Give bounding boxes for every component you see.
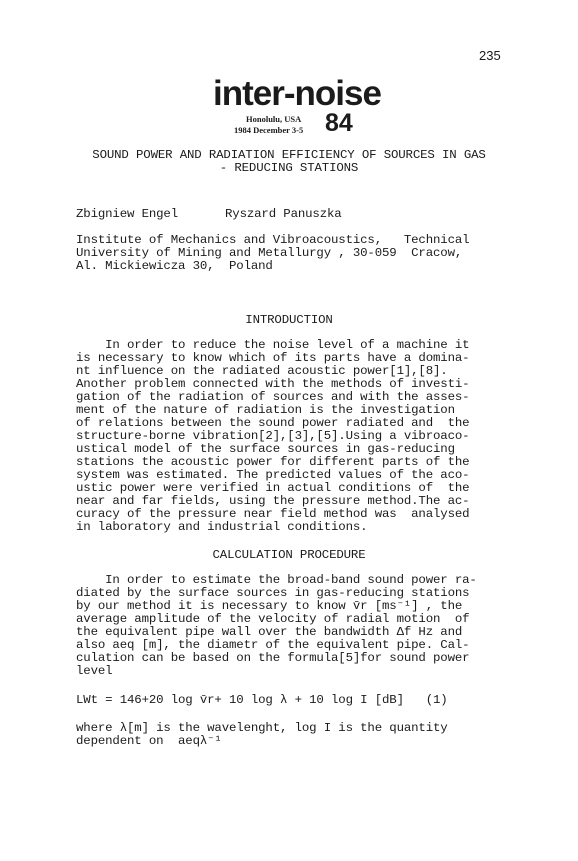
text-line: average amplitude of the velocity of radial motion of xyxy=(76,612,470,626)
affiliation-line: Al. Mickiewicza 30, Poland xyxy=(76,259,273,273)
affiliation-line: Institute of Mechanics and Vibroacoustics, Technical xyxy=(76,233,470,247)
text-line: In order to reduce the noise level of a machine it xyxy=(76,338,470,352)
section-heading-calculation: CALCULATION PROCEDURE xyxy=(212,548,366,562)
affiliation-line: University of Mining and Metallurgy , 30-059 Cracow, xyxy=(76,246,463,260)
paper-title-line-2: - REDUCING STATIONS xyxy=(219,161,359,175)
section-heading-introduction: INTRODUCTION xyxy=(245,313,333,327)
page-number: 235 xyxy=(479,48,501,63)
author-panuszka: Ryszard Panuszka xyxy=(225,207,342,221)
text-line: culation can be based on the formula[5]for sound power xyxy=(76,651,470,665)
text-line: of relations between the sound power radiated and the xyxy=(76,416,470,430)
text-line: curacy of the pressure near field method was analysed xyxy=(76,507,470,521)
text-line: gation of the radiation of sources and with the asses- xyxy=(76,390,470,404)
paper-title-line-1: SOUND POWER AND RADIATION EFFICIENCY OF SOURCES IN GAS xyxy=(92,148,486,162)
logo-year: 84 xyxy=(325,109,353,137)
text-line: structure-borne vibration[2],[3],[5].Using a vibroaco- xyxy=(76,429,470,443)
text-line: nt influence on the radiated acoustic power[1],[8]. xyxy=(76,364,448,378)
text-line: is necessary to know which of its parts have a domina- xyxy=(76,351,470,365)
text-line: ment of the nature of radiation is the investigation xyxy=(76,403,455,417)
text-line: near and far fields, using the pressure method.The ac- xyxy=(76,494,470,508)
text-line: ustic power were verified in actual conditions of the xyxy=(76,481,470,495)
text-line: in laboratory and industrial conditions. xyxy=(76,520,368,534)
text-line: the equivalent pipe wall over the bandwidth Δf Hz and xyxy=(76,625,463,639)
text-line: where λ[m] is the wavelenght, log I is the quantity xyxy=(76,721,448,735)
text-line: ustical model of the surface sources in gas-reducing xyxy=(76,442,455,456)
logo-wordmark: inter-noise xyxy=(213,74,381,113)
text-line: dependent on aeqλ⁻¹ xyxy=(76,734,222,748)
text-line: diated by the surface sources in gas-reducing stations xyxy=(76,586,470,600)
text-line: by our method it is necessary to know v̄r [ms⁻¹] , the xyxy=(76,599,463,613)
text-line: level xyxy=(76,664,113,678)
logo-date: 1984 December 3-5 xyxy=(234,125,304,135)
author-engel: Zbigniew Engel xyxy=(76,207,178,221)
logo-place: Honolulu, USA xyxy=(246,114,302,124)
equation-1: LWt = 146+20 log v̄r+ 10 log λ + 10 log I [dB] (1) xyxy=(76,693,448,707)
text-line: also aeq [m], the diametr of the equivalent pipe. Cal- xyxy=(76,638,470,652)
text-line: In order to estimate the broad-band sound power ra- xyxy=(76,573,477,587)
text-line: stations the acoustic power for different parts of the xyxy=(76,455,470,469)
text-line: system was estimated. The predicted values of the aco- xyxy=(76,468,470,482)
text-line: Another problem connected with the methods of investi- xyxy=(76,377,470,391)
